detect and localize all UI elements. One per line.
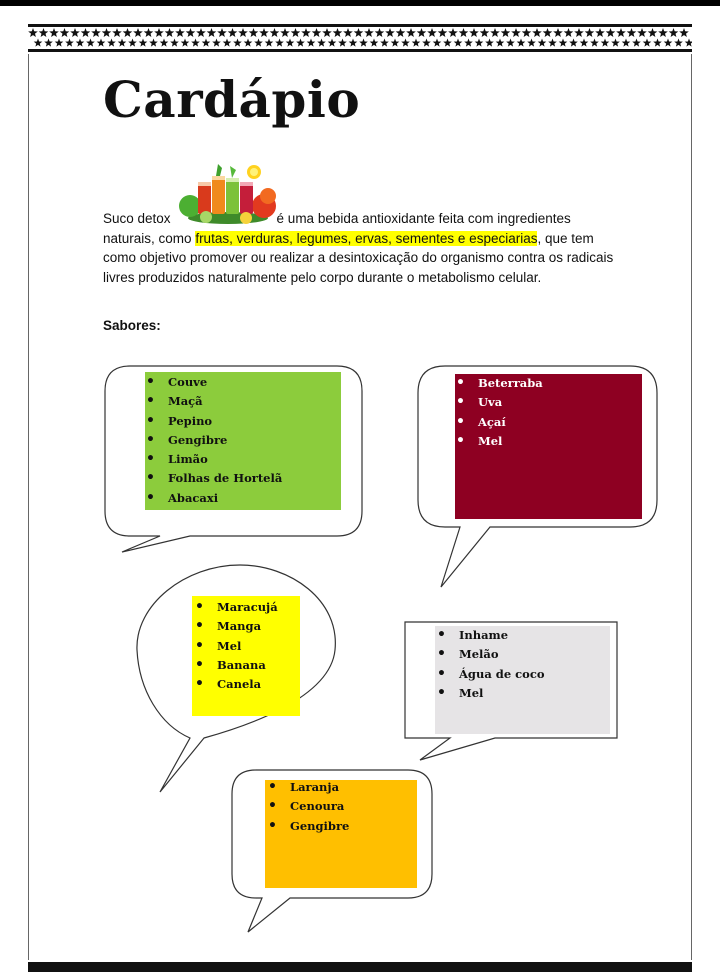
flavor-list-gray bbox=[437, 626, 545, 703]
intro-rest-text: , que tem como objetivo promover ou realizar a desintoxicação do organismo contra os radicais livres produzidos naturalmente pelo corpo durante o metabolismo celular. bbox=[103, 230, 614, 285]
list-item: • Melão bbox=[437, 645, 545, 664]
list-item: • Couve bbox=[146, 373, 282, 392]
flavors-heading: Sabores: bbox=[103, 318, 161, 333]
flavor-list-red bbox=[456, 374, 543, 451]
list-item: • Gengibre bbox=[268, 817, 349, 836]
bottom-bar bbox=[28, 962, 692, 972]
list-item: • Mel bbox=[437, 684, 545, 703]
intro-lead-text: Suco detox bbox=[103, 211, 171, 226]
list-item: • Cenoura bbox=[268, 797, 349, 816]
list-item: • Inhame bbox=[437, 626, 545, 645]
intro-continuation-text: é uma bebida antioxidante feita com ingredientes naturais, como bbox=[103, 211, 571, 246]
list-item: • Limão bbox=[146, 450, 282, 469]
highlighted-ingredients: frutas, verduras, legumes, ervas, sementes e especiarias bbox=[195, 230, 538, 246]
list-item: • Açaí bbox=[456, 413, 543, 432]
list-item: • Água de coco bbox=[437, 665, 545, 684]
list-item: • Mel bbox=[456, 432, 543, 451]
flavor-list-orange bbox=[268, 778, 349, 836]
list-item: • Manga bbox=[195, 617, 278, 636]
list-item: • Banana bbox=[195, 656, 278, 675]
page-title: Cardápio bbox=[103, 70, 361, 129]
list-item: • Canela bbox=[195, 675, 278, 694]
list-item: • Maçã bbox=[146, 392, 282, 411]
list-item: • Beterraba bbox=[456, 374, 543, 393]
list-item: • Gengibre bbox=[146, 431, 282, 450]
list-item: • Mel bbox=[195, 637, 278, 656]
list-item: • Laranja bbox=[268, 778, 349, 797]
flavor-list-green bbox=[146, 373, 282, 508]
list-item: • Abacaxi bbox=[146, 489, 282, 508]
list-item: • Pepino bbox=[146, 412, 282, 431]
list-item: • Uva bbox=[456, 393, 543, 412]
flavor-list-yellow bbox=[195, 598, 278, 694]
list-item: • Folhas de Hortelã bbox=[146, 469, 282, 488]
list-item: • Maracujá bbox=[195, 598, 278, 617]
